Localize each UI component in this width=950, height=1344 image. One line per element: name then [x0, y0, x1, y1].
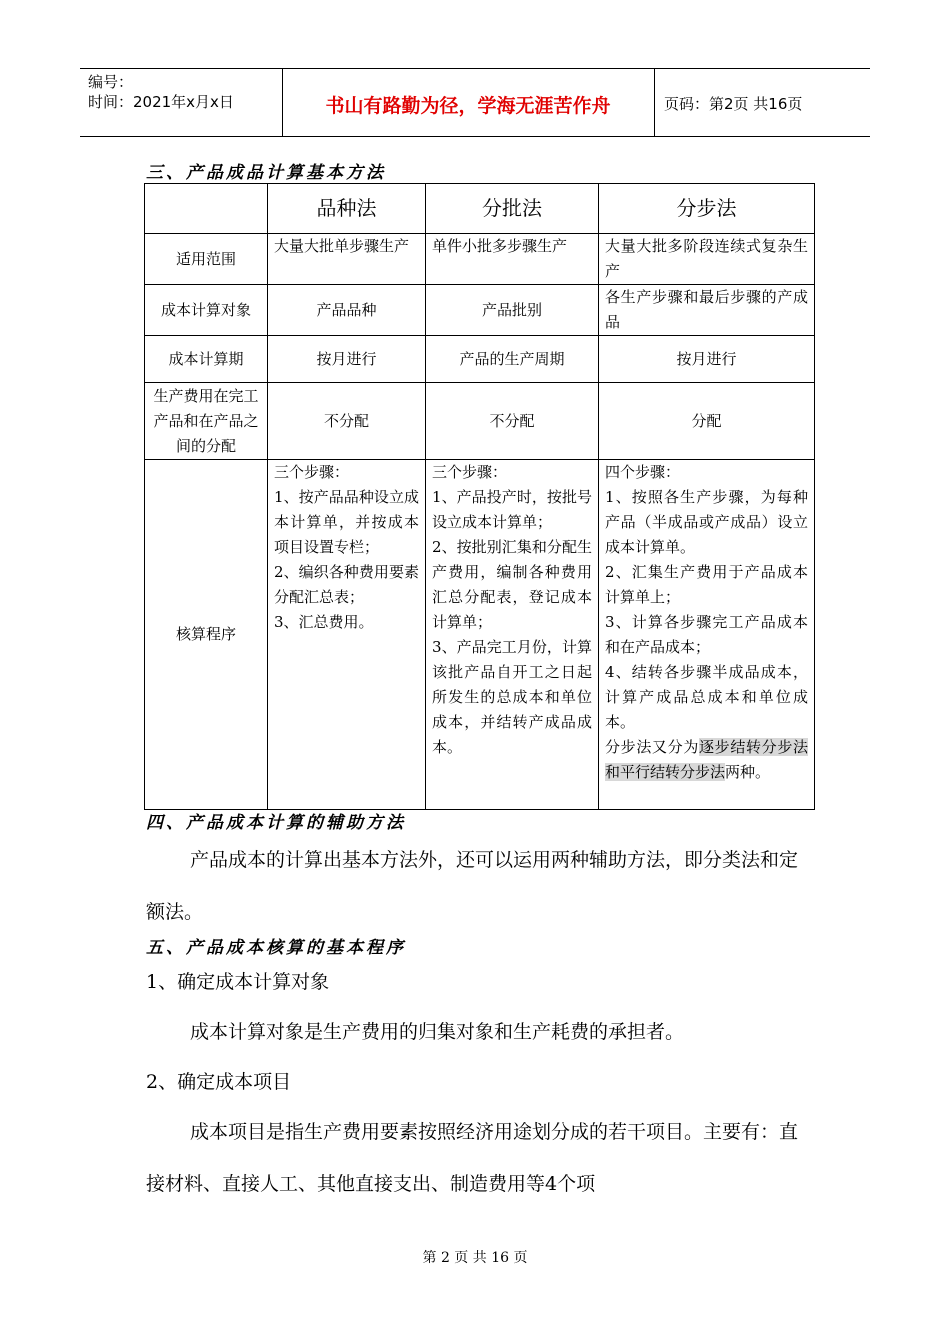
procedure-cell-step — [599, 460, 815, 810]
table-header-cell: 分步法 — [599, 184, 815, 234]
row-label: 适用范围 — [145, 234, 268, 285]
row-label: 核算程序 — [145, 460, 268, 810]
item1-heading: 1、确定成本计算对象 — [146, 971, 330, 993]
table-cell: 单件小批多步骤生产 — [426, 234, 599, 285]
table-row-procedure — [145, 460, 815, 810]
section4-heading: 四、产品成本计算的辅助方法 — [146, 813, 406, 833]
item1-paragraph: 成本计算对象是生产费用的归集对象和生产耗费的承担者。 — [190, 1021, 685, 1043]
cost-methods-table — [144, 183, 815, 810]
doc-time-label: 时间：2021年x月x日 — [88, 93, 234, 111]
note-suffix: 两种。 — [725, 763, 771, 781]
row-label: 成本计算期 — [145, 336, 268, 383]
table-row — [145, 383, 815, 460]
section4-paragraph: 产品成本的计算出基本方法外，还可以运用两种辅助方法，即分类法和定额法。 — [146, 849, 799, 923]
note-highlight: 逐步结转分步法和平行结转分步法 — [605, 738, 808, 781]
header-divider-right — [654, 69, 655, 136]
table-header-cell: 分批法 — [426, 184, 599, 234]
procedure-cell-variety: 三个步骤： 1、按产品品种设立成本计算单，并按成本项目设置专栏； 2、编织各种费用要素分配汇总表； 3、汇总费用。 — [268, 460, 426, 810]
table-header-cell: 品种法 — [268, 184, 426, 234]
row-label: 生产费用在完工产品和在产品之间的分配 — [145, 383, 268, 460]
table-cell: 按月进行 — [599, 336, 815, 383]
table-row — [145, 336, 815, 383]
table-cell: 按月进行 — [268, 336, 426, 383]
table-header-cell — [145, 184, 268, 234]
item2-heading: 2、确定成本项目 — [146, 1071, 292, 1093]
table-cell: 大量大批单步骤生产 — [268, 234, 426, 285]
row-label: 成本计算对象 — [145, 285, 268, 336]
header-top-rule — [80, 68, 870, 69]
section3-heading: 三、产品成品计算基本方法 — [146, 163, 386, 183]
header-meta — [88, 72, 234, 112]
procedure-cell-batch: 三个步骤： 1、产品投产时，按批号设立成本计算单； 2、按批别汇集和分配生产费用，编制各种费用汇总分配表，登记成本计算单； 3、产品完工月份，计算该批产品自开工之日起所发生的总成本和单位成本，并结转产成品成本。 — [426, 460, 599, 810]
doc-number-label: 编号： — [88, 73, 134, 91]
note-prefix: 分步法又分为 — [605, 738, 699, 756]
header-bottom-rule — [80, 136, 870, 137]
table-cell: 产品批别 — [426, 285, 599, 336]
table-cell: 产品品种 — [268, 285, 426, 336]
table-header-row — [145, 184, 815, 234]
table-cell: 产品的生产周期 — [426, 336, 599, 383]
table-cell: 不分配 — [426, 383, 599, 460]
table-cell: 大量大批多阶段连续式复杂生产 — [599, 234, 815, 285]
table-row — [145, 234, 815, 285]
procedure-step-text: 四个步骤： 1、按照各生产步骤，为每种产品（半成品或产成品）设立成本计算单。 2、汇集生产费用于产品成本计算单上； 3、计算各步骤完工产品成本和在产品成本； 4、结转各步骤半成品成本，计算产成品总成本和单位成本。 — [605, 463, 808, 731]
table-cell: 各生产步骤和最后步骤的产成品 — [599, 285, 815, 336]
procedure-step-note — [605, 735, 808, 785]
table-cell: 分配 — [599, 383, 815, 460]
page-footer: 第 2 页 共 16 页 — [422, 1250, 528, 1266]
table-row — [145, 285, 815, 336]
item2-paragraph: 成本项目是指生产费用要素按照经济用途划分成的若干项目。主要有：直接材料、直接人工、其他直接支出、制造费用等4个项 — [146, 1121, 799, 1195]
header-motto: 书山有路勤为径，学海无涯苦作舟 — [325, 95, 611, 117]
table-cell: 不分配 — [268, 383, 426, 460]
header-page-info: 页码：第2页 共16页 — [664, 95, 803, 113]
section5-heading: 五、产品成本核算的基本程序 — [146, 938, 406, 958]
